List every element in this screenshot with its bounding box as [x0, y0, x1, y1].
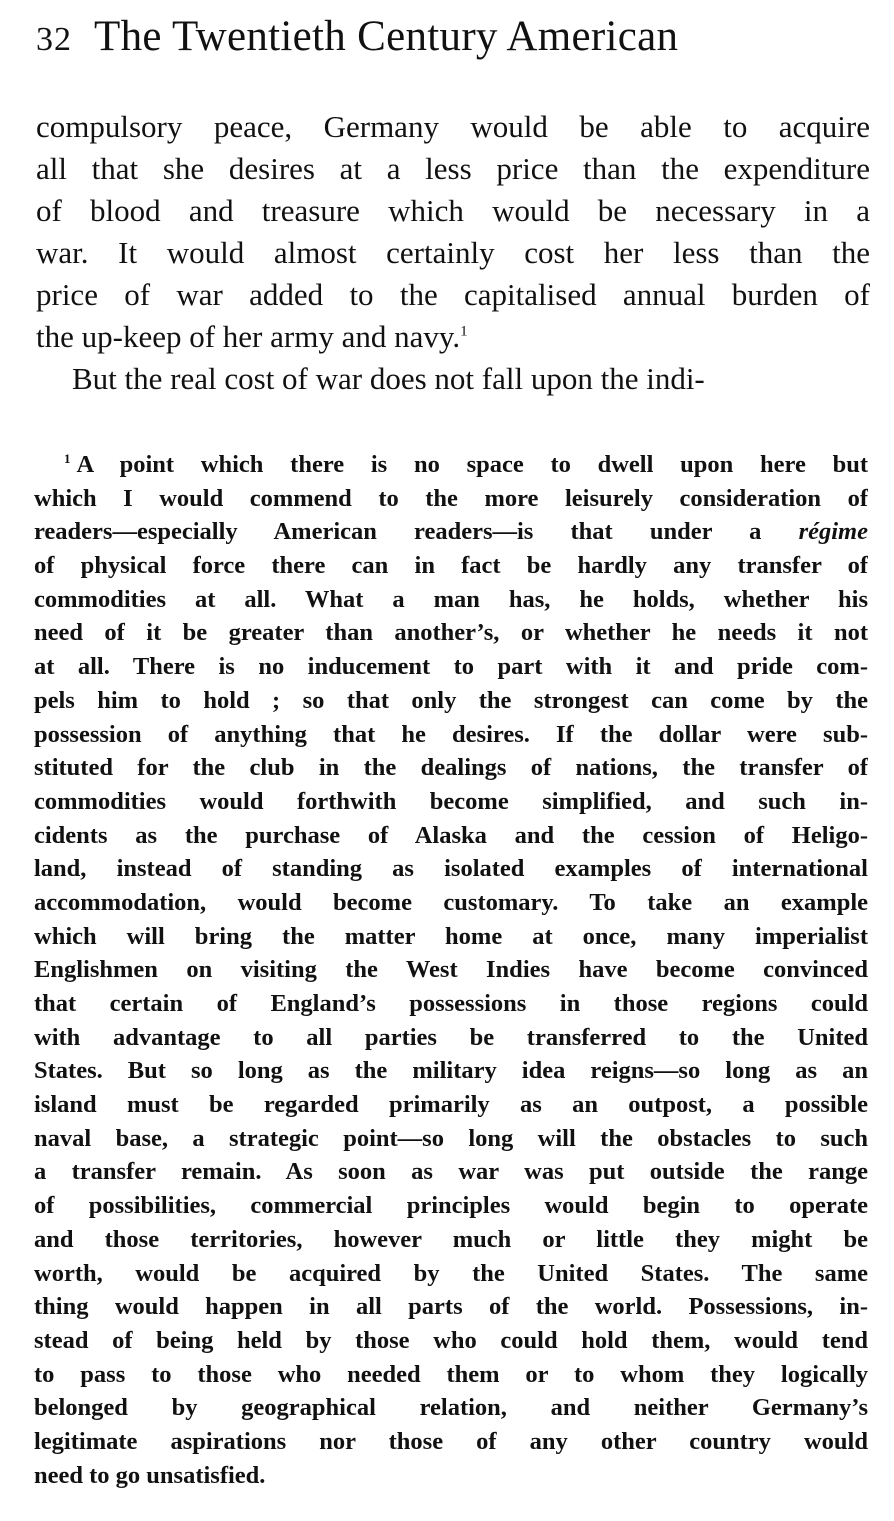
footnote-line: stead of being held by those who could hold them, would tend — [34, 1326, 868, 1354]
footnote-line: of possibilities, commercial principles would begin to operate — [34, 1192, 868, 1220]
body-line: But the real cost of war does not fall upon the indi- — [72, 361, 705, 396]
footnote-line: pels him to hold ; so that only the strongest can come by the — [34, 686, 868, 714]
footnote-line: States. But so long as the military idea reigns—so long as an — [34, 1057, 868, 1085]
footnote-line: Englishmen on visiting the West Indies have become convinced — [34, 956, 868, 984]
running-title: The Twentieth Century American — [94, 13, 679, 60]
footnote-line: to pass to those who needed them or to whom they logically — [34, 1360, 868, 1388]
footnote — [34, 448, 868, 1492]
footnote-marker: 1 — [64, 450, 71, 466]
body-line: war. It would almost certainly cost her less than the — [36, 235, 870, 270]
page-number: 32 — [36, 21, 72, 58]
body-line-text: the up-keep of her army and navy. — [36, 319, 461, 354]
footnote-line-text: A point which there is no space to dwell upon here but — [76, 451, 868, 478]
footnote-reference: 1 — [460, 323, 468, 340]
footnote-line: island must be regarded primarily as an outpost, a possible — [34, 1091, 868, 1119]
body-line — [36, 316, 870, 358]
italic-word: régime — [798, 518, 868, 546]
footnote-line: at all. There is no inducement to part with it and pride com- — [34, 653, 868, 681]
footnote-line: accommodation, would become customary. To take an example — [34, 888, 868, 916]
body-line: of blood and treasure which would be necessary in a — [36, 193, 870, 228]
footnote-line: which will bring the matter home at once, many imperialist — [34, 922, 868, 950]
footnote-line: worth, would be acquired by the United States. The same — [34, 1259, 868, 1287]
footnote-line-text: readers—especially American readers—is that under a — [34, 518, 762, 546]
footnote-line: commodities at all. What a man has, he holds, whether his — [34, 585, 868, 613]
footnote-line: need of it be greater than another’s, or whether he needs it not — [34, 619, 868, 647]
footnote-line: thing would happen in all parts of the world. Possessions, in- — [34, 1293, 868, 1321]
footnote-line: naval base, a strategic point—so long will the obstacles to such — [34, 1124, 868, 1152]
footnote-line: of physical force there can in fact be hardly any transfer of — [34, 552, 868, 580]
body-line: all that she desires at a less price than the expenditure — [36, 151, 870, 186]
main-text — [36, 106, 870, 400]
body-line: price of war added to the capitalised annual burden of — [36, 277, 870, 312]
footnote-line: with advantage to all parties be transferred to the United — [34, 1023, 868, 1051]
footnote-line: which I would commend to the more leisurely consideration of — [34, 484, 868, 512]
footnote-line: legitimate aspirations nor those of any other country would — [34, 1427, 868, 1455]
footnote-line: stituted for the club in the dealings of nations, the transfer of — [34, 754, 868, 782]
footnote-line: commodities would forthwith become simplified, and such in- — [34, 787, 868, 815]
footnote-line: and those territories, however much or little they might be — [34, 1225, 868, 1253]
footnote-line: belonged by geographical relation, and neither Germany’s — [34, 1394, 868, 1422]
footnote-line: cidents as the purchase of Alaska and the cession of Heligo- — [34, 821, 868, 849]
footnote-line: need to go unsatisfied. — [34, 1461, 266, 1489]
footnote-line: possession of anything that he desires. If the dollar were sub- — [34, 720, 868, 748]
body-line: compulsory peace, Germany would be able to acquire — [36, 109, 870, 144]
footnote-line — [34, 515, 868, 549]
footnote-line: that certain of England’s possessions in those regions could — [34, 990, 868, 1017]
footnote-line: land, instead of standing as isolated examples of international — [34, 855, 868, 883]
footnote-line — [34, 448, 868, 482]
running-header — [36, 12, 876, 74]
footnote-line: a transfer remain. As soon as war was put outside the range — [34, 1158, 868, 1186]
